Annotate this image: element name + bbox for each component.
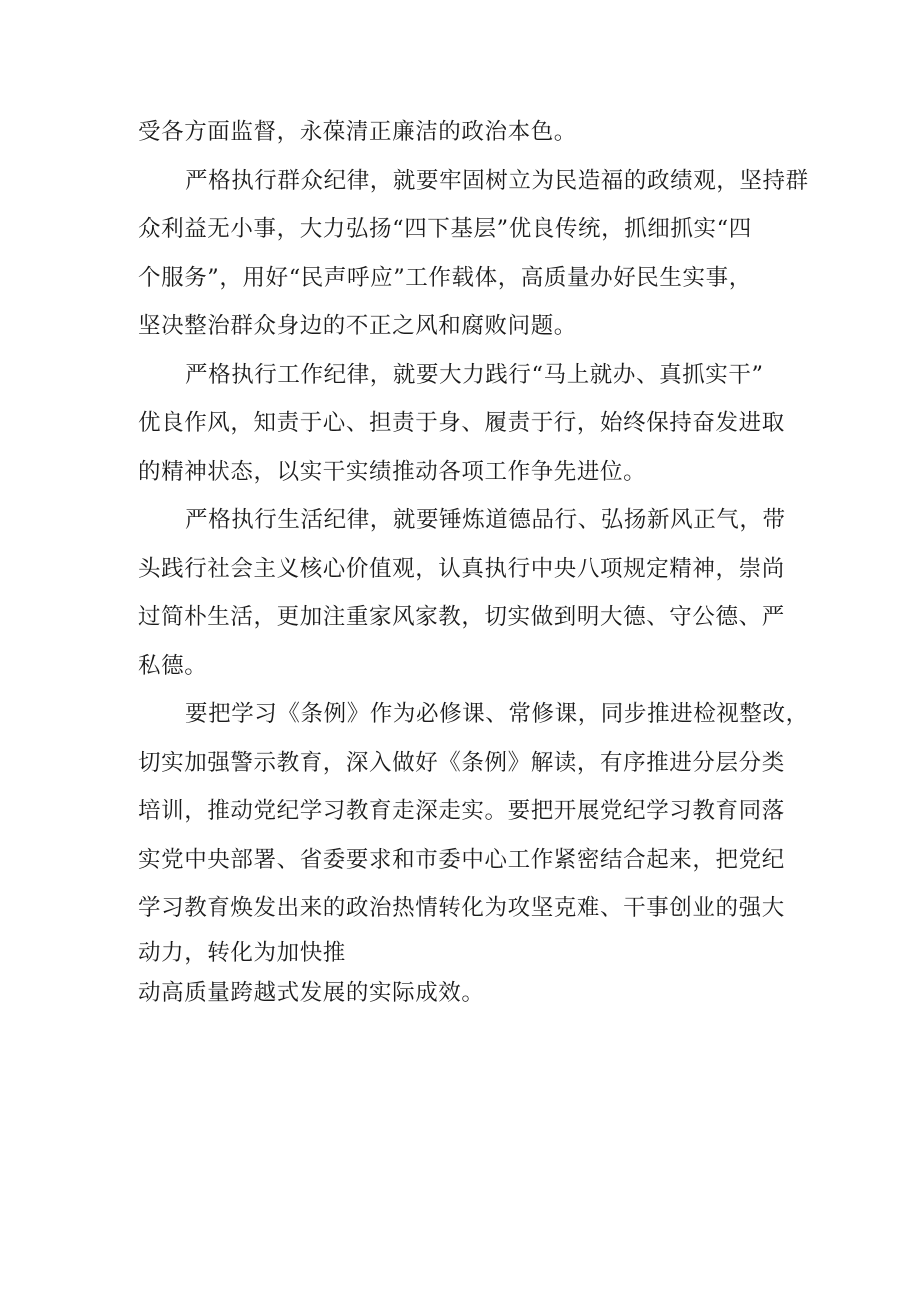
text-line: 众利益无小事，大力弘扬“四下基层”优良传统，抓细抓实“四 bbox=[138, 216, 752, 242]
text-line: 动力，转化为加快推 bbox=[138, 939, 346, 966]
text-line: 实党中央部署、省委要求和市委中心工作紧密结合起来，把党纪 bbox=[138, 846, 785, 873]
text-line: 私德。 bbox=[138, 652, 208, 679]
text-line: 切实加强警示教育，深入做好《条例》解读，有序推进分层分类 bbox=[138, 749, 785, 776]
text-line: 受各方面监督，永葆清正廉洁的政治本色。 bbox=[138, 119, 577, 145]
text-line: 头践行社会主义核心价值观，认真执行中央八项规定精神，崇尚 bbox=[138, 555, 785, 582]
text-line: 个服务”，用好“民声呼应”工作载体，高质量办好民生实事， bbox=[138, 264, 752, 291]
paragraph-start-line: 要把学习《条例》作为必修课、常修课，同步推进检视整改， bbox=[185, 701, 809, 727]
paragraph-start-line: 严格执行群众纪律，就要牢固树立为民造福的政绩观，坚持群 bbox=[185, 167, 809, 194]
text-line: 过简朴生活，更加注重家风家教，切实做到明大德、守公德、严 bbox=[138, 604, 785, 630]
paragraph-start-line: 严格执行工作纪律，就要大力践行“马上就办、真抓实干” bbox=[185, 361, 764, 388]
paragraph-start-line: 严格执行生活纪律，就要锤炼道德品行、弘扬新风正气，带 bbox=[185, 507, 786, 533]
text-line: 学习教育焕发出来的政治热情转化为攻坚克难、干事创业的强大 bbox=[138, 895, 785, 921]
text-line: 动高质量跨越式发展的实际成效。 bbox=[138, 979, 485, 1006]
document-body bbox=[138, 108, 809, 1013]
text-line: 优良作风，知责于心、担责于身、履责于行，始终保持奋发进取 bbox=[138, 410, 785, 436]
text-line: 坚决整治群众身边的不正之风和腐败问题。 bbox=[138, 313, 577, 339]
text-line: 培训，推动党纪学习教育走深走实。要把开展党纪学习教育同落 bbox=[138, 798, 785, 824]
text-line: 的精神状态，以实干实绩推动各项工作争先进位。 bbox=[138, 458, 647, 485]
